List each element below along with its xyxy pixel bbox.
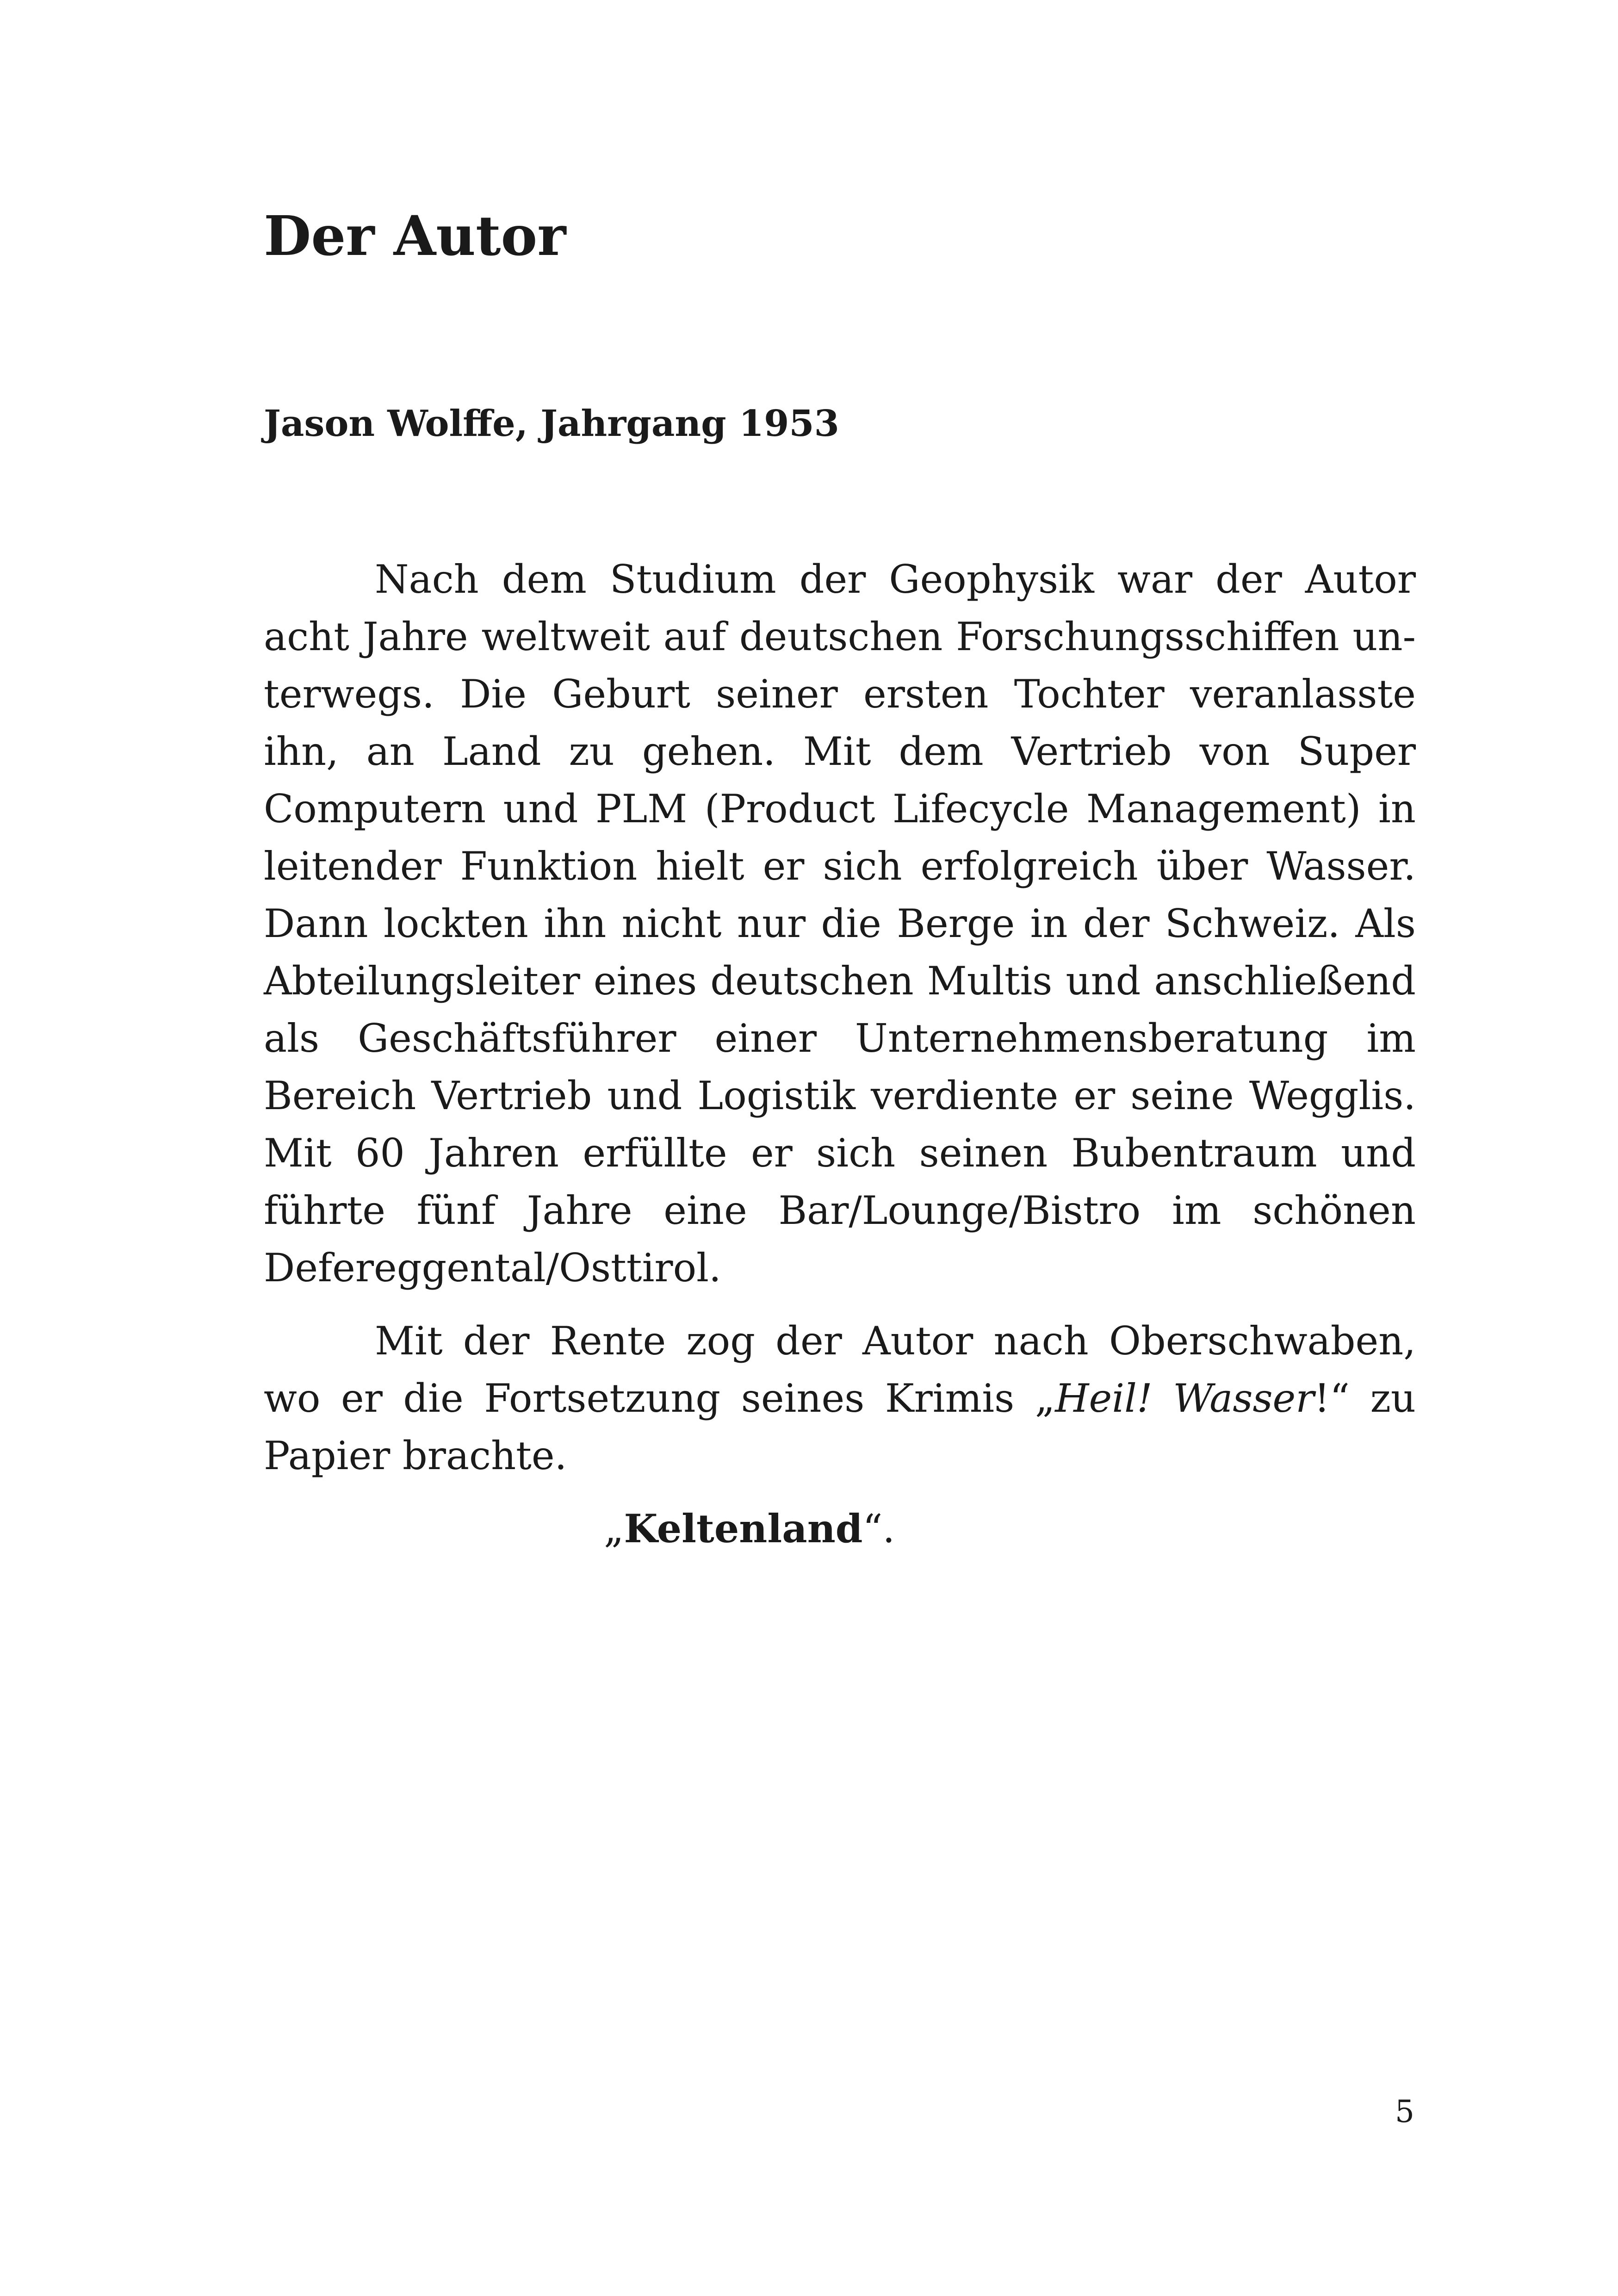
closing-book-title: Keltenland (624, 1506, 863, 1551)
closing-open-quote: „ (604, 1506, 624, 1551)
biography-paragraph-2 (264, 1312, 1416, 1484)
page-heading: Der Autor (264, 204, 566, 268)
paragraph-2-text-start: Mit der Rente zog der Autor nach Oberschwaben, wo er die Fortsetzung seines Krimis „ (264, 1318, 1416, 1421)
book-title-italic: Heil! Wasser (1055, 1376, 1314, 1421)
biography-paragraph-1: Nach dem Studium der Geophysik war der Autor acht Jahre weltweit auf deutschen Forschungsschiffen unterwegs. Die Geburt seiner ersten Tochter veranlasste ihn, an Land zu gehen. Mit dem Vertrieb von Super Computern und PLM (Product Lifecycle Management) in leitender Funktion hielt er sich erfolgreich über Wasser. Dann lockten ihn nicht nur die Berge in der Schweiz. Als Abteilungsleiter eines deutschen Multis und anschließend als Geschäftsführer einer Unternehmensberatung im Bereich Vertrieb und Logistik verdiente er seine Wegglis. Mit 60 Jahren erfüllte er sich seinen Bubentraum und führte fünf Jahre eine Bar/Lounge/Bistro im schönen Defereggental/Osttirol. (264, 557, 1416, 1291)
biography-text (264, 551, 1416, 1558)
closing-close-quote: “. (862, 1506, 895, 1551)
closing-line (264, 1500, 1416, 1558)
paragraph-2-text-end: !“ zu Papier brachte. (264, 1376, 1416, 1478)
page-number: 5 (1395, 2094, 1414, 2129)
author-subheading: Jason Wolffe, Jahrgang 1953 (264, 403, 839, 445)
